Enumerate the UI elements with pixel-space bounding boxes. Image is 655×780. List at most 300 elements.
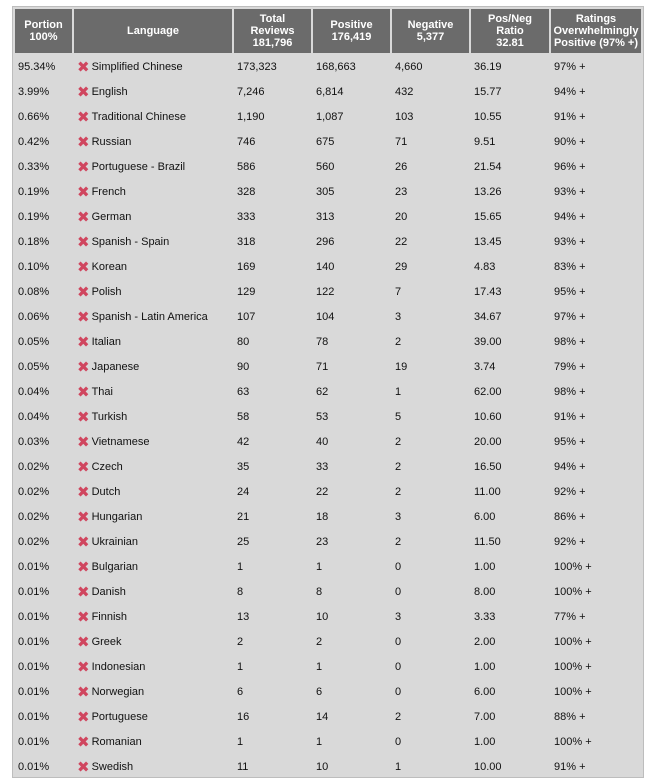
- header-text: Pos/Neg: [487, 13, 532, 25]
- negative-cell: 0: [395, 585, 402, 598]
- red-x-icon: ✖: [77, 258, 90, 276]
- portion-cell: 0.03%: [18, 435, 50, 448]
- portion-cell: 0.02%: [18, 460, 50, 473]
- language-cell: [74, 755, 232, 778]
- language-cell: [74, 455, 232, 478]
- table-row: [15, 330, 641, 353]
- red-x-icon: ✖: [77, 108, 90, 126]
- rating-cell: 91% +: [554, 410, 586, 423]
- total-reviews-cell: 169: [237, 260, 256, 273]
- rating-cell: 100% +: [554, 735, 592, 748]
- portion-cell: 0.01%: [18, 635, 50, 648]
- language-label: Norwegian: [91, 685, 145, 698]
- negative-header: [392, 9, 469, 53]
- table-row: [15, 680, 641, 703]
- pos-neg-ratio-cell: 4.83: [474, 260, 496, 273]
- negative-cell: 0: [395, 685, 402, 698]
- red-x-icon: ✖: [77, 333, 90, 351]
- language-label: German: [91, 210, 132, 223]
- total-reviews-cell: 333: [237, 210, 256, 223]
- header-text: 100%: [29, 31, 58, 43]
- positive-cell: 6,814: [316, 85, 344, 98]
- table-row: [15, 80, 641, 103]
- language-cell: [74, 705, 232, 728]
- red-x-icon: ✖: [77, 183, 90, 201]
- total-reviews-cell: 173,323: [237, 60, 277, 73]
- language-label: English: [91, 85, 128, 98]
- rating-cell: 91% +: [554, 760, 586, 773]
- portion-cell: 0.02%: [18, 485, 50, 498]
- pos-neg-ratio-cell: 11.50: [474, 535, 501, 548]
- positive-cell: 62: [316, 385, 329, 398]
- pos-neg-ratio-cell: 21.54: [474, 160, 502, 173]
- table-row: [15, 280, 641, 303]
- total-reviews-cell: 24: [237, 485, 250, 498]
- table-row: [15, 455, 641, 478]
- portion-cell: 0.04%: [18, 385, 50, 398]
- table-row: [15, 380, 641, 403]
- language-cell: [74, 480, 232, 503]
- pos-neg-ratio-cell: 8.00: [474, 585, 496, 598]
- pos-neg-ratio-cell: 1.00: [474, 560, 496, 573]
- positive-cell: 1: [316, 560, 323, 573]
- total-reviews-cell: 1: [237, 560, 244, 573]
- red-x-icon: ✖: [77, 483, 90, 501]
- pos-neg-ratio-cell: 62.00: [474, 385, 502, 398]
- negative-cell: 1: [395, 760, 402, 773]
- language-cell: [74, 555, 232, 578]
- positive-cell: 14: [316, 710, 329, 723]
- language-cell: [74, 430, 232, 453]
- total-reviews-cell: 13: [237, 610, 250, 623]
- language-label: Russian: [91, 135, 132, 148]
- pos-neg-ratio-header: [471, 9, 549, 53]
- language-label: Portuguese - Brazil: [91, 160, 186, 173]
- portion-cell: 0.05%: [18, 335, 50, 348]
- header-text: Overwhelmingly: [553, 25, 639, 37]
- portion-cell: 0.01%: [18, 735, 50, 748]
- rating-cell: 100% +: [554, 635, 592, 648]
- pos-neg-ratio-cell: 1.00: [474, 735, 496, 748]
- portion-cell: 0.01%: [18, 585, 50, 598]
- positive-cell: 1,087: [316, 110, 344, 123]
- pos-neg-ratio-cell: 10.00: [474, 760, 502, 773]
- language-cell: [74, 630, 232, 653]
- header-text: Negative: [407, 19, 454, 31]
- rating-cell: 100% +: [554, 660, 592, 673]
- header-text: Ratio: [496, 25, 524, 37]
- total-reviews-cell: 1: [237, 735, 244, 748]
- table-row: [15, 555, 641, 578]
- table-row: [15, 505, 641, 528]
- total-reviews-cell: 586: [237, 160, 256, 173]
- table-row: [15, 405, 641, 428]
- negative-cell: 3: [395, 610, 402, 623]
- pos-neg-ratio-cell: 13.26: [474, 185, 502, 198]
- pos-neg-ratio-cell: 17.43: [474, 285, 502, 298]
- table-row: [15, 105, 641, 128]
- total-reviews-cell: 25: [237, 535, 250, 548]
- table-row: [15, 580, 641, 603]
- positive-cell: 2: [316, 635, 323, 648]
- total-reviews-cell: 90: [237, 360, 250, 373]
- red-x-icon: ✖: [77, 433, 90, 451]
- red-x-icon: ✖: [77, 608, 90, 626]
- negative-cell: 29: [395, 260, 408, 273]
- positive-cell: 40: [316, 435, 329, 448]
- portion-cell: 0.01%: [18, 560, 50, 573]
- table-row: [15, 605, 641, 628]
- language-label: Simplified Chinese: [91, 60, 183, 73]
- pos-neg-ratio-cell: 2.00: [474, 635, 496, 648]
- language-label: Spanish - Latin America: [91, 310, 208, 323]
- negative-cell: 3: [395, 310, 402, 323]
- table-row: [15, 430, 641, 453]
- portion-cell: 0.06%: [18, 310, 50, 323]
- total-reviews-cell: 7,246: [237, 85, 265, 98]
- red-x-icon: ✖: [77, 358, 90, 376]
- portion-cell: 0.01%: [18, 710, 50, 723]
- red-x-icon: ✖: [77, 733, 90, 751]
- negative-cell: 3: [395, 510, 402, 523]
- rating-cell: 93% +: [554, 185, 586, 198]
- table-row: [15, 130, 641, 153]
- header-text: Portion: [24, 19, 63, 31]
- language-header: [74, 9, 232, 53]
- negative-cell: 103: [395, 110, 414, 123]
- language-label: Polish: [91, 285, 122, 298]
- pos-neg-ratio-cell: 10.60: [474, 410, 502, 423]
- negative-cell: 432: [395, 85, 414, 98]
- pos-neg-ratio-cell: 6.00: [474, 685, 496, 698]
- pos-neg-ratio-cell: 20.00: [474, 435, 502, 448]
- portion-cell: 0.18%: [18, 235, 50, 248]
- language-cell: [74, 730, 232, 753]
- total-reviews-cell: 80: [237, 335, 250, 348]
- language-label: Hungarian: [91, 510, 143, 523]
- total-reviews-cell: 1: [237, 660, 244, 673]
- negative-cell: 5: [395, 410, 402, 423]
- portion-cell: 0.01%: [18, 760, 50, 773]
- total-reviews-cell: 746: [237, 135, 256, 148]
- positive-cell: 313: [316, 210, 335, 223]
- language-cell: [74, 55, 232, 78]
- language-cell: [74, 355, 232, 378]
- rating-cell: 94% +: [554, 85, 586, 98]
- red-x-icon: ✖: [77, 533, 90, 551]
- red-x-icon: ✖: [77, 158, 90, 176]
- negative-cell: 2: [395, 335, 402, 348]
- pos-neg-ratio-cell: 34.67: [474, 310, 502, 323]
- portion-cell: 0.02%: [18, 510, 50, 523]
- positive-cell: 18: [316, 510, 329, 523]
- positive-cell: 296: [316, 235, 335, 248]
- header-text: 32.81: [496, 37, 524, 49]
- header-text: Reviews: [250, 25, 295, 37]
- rating-cell: 92% +: [554, 485, 586, 498]
- language-label: Finnish: [91, 610, 128, 623]
- portion-cell: 0.05%: [18, 360, 50, 373]
- table-header: [15, 9, 641, 53]
- language-cell: [74, 505, 232, 528]
- pos-neg-ratio-cell: 10.55: [474, 110, 502, 123]
- table-row: [15, 755, 641, 778]
- rating-cell: 100% +: [554, 685, 592, 698]
- portion-cell: 0.19%: [18, 210, 50, 223]
- rating-cell: 96% +: [554, 160, 586, 173]
- total-reviews-cell: 2: [237, 635, 244, 648]
- negative-cell: 2: [395, 460, 402, 473]
- language-cell: [74, 330, 232, 353]
- red-x-icon: ✖: [77, 383, 90, 401]
- language-label: Italian: [91, 335, 121, 348]
- negative-cell: 23: [395, 185, 408, 198]
- positive-cell: 1: [316, 735, 323, 748]
- language-label: Danish: [91, 585, 126, 598]
- portion-cell: 0.01%: [18, 610, 50, 623]
- rating-cell: 95% +: [554, 285, 586, 298]
- language-cell: [74, 305, 232, 328]
- negative-cell: 2: [395, 710, 402, 723]
- portion-cell: 3.99%: [18, 85, 50, 98]
- red-x-icon: ✖: [77, 308, 90, 326]
- negative-cell: 0: [395, 660, 402, 673]
- language-cell: [74, 680, 232, 703]
- red-x-icon: ✖: [77, 233, 90, 251]
- language-cell: [74, 80, 232, 103]
- red-x-icon: ✖: [77, 758, 90, 776]
- pos-neg-ratio-cell: 3.74: [474, 360, 496, 373]
- positive-cell: 675: [316, 135, 335, 148]
- positive-cell: 122: [316, 285, 335, 298]
- language-label: Ukrainian: [91, 535, 139, 548]
- language-cell: [74, 405, 232, 428]
- pos-neg-ratio-cell: 36.19: [474, 60, 502, 73]
- total-reviews-cell: 1,190: [237, 110, 265, 123]
- language-label: Korean: [91, 260, 128, 273]
- positive-cell: 104: [316, 310, 335, 323]
- language-cell: [74, 230, 232, 253]
- language-label: Japanese: [91, 360, 140, 373]
- negative-cell: 20: [395, 210, 408, 223]
- language-label: Thai: [91, 385, 113, 398]
- language-label: Swedish: [91, 760, 134, 773]
- total-reviews-cell: 328: [237, 185, 256, 198]
- positive-cell: 10: [316, 610, 329, 623]
- rating-cell: 91% +: [554, 110, 586, 123]
- rating-cell: 94% +: [554, 460, 586, 473]
- language-label: Indonesian: [91, 660, 146, 673]
- portion-cell: 0.33%: [18, 160, 50, 173]
- language-cell: [74, 180, 232, 203]
- rating-cell: 88% +: [554, 710, 586, 723]
- pos-neg-ratio-cell: 7.00: [474, 710, 496, 723]
- pos-neg-ratio-cell: 6.00: [474, 510, 496, 523]
- rating-cell: 86% +: [554, 510, 586, 523]
- positive-cell: 560: [316, 160, 335, 173]
- total-reviews-cell: 8: [237, 585, 244, 598]
- table-row: [15, 305, 641, 328]
- rating-cell: 97% +: [554, 60, 586, 73]
- positive-cell: 22: [316, 485, 329, 498]
- negative-cell: 71: [395, 135, 408, 148]
- negative-cell: 7: [395, 285, 402, 298]
- language-cell: [74, 155, 232, 178]
- portion-cell: 95.34%: [18, 60, 56, 73]
- table-row: [15, 530, 641, 553]
- language-label: Turkish: [91, 410, 128, 423]
- language-cell: [74, 205, 232, 228]
- table-row: [15, 180, 641, 203]
- positive-cell: 23: [316, 535, 329, 548]
- header-text: 176,419: [331, 31, 372, 43]
- portion-cell: 0.01%: [18, 660, 50, 673]
- table-row: [15, 255, 641, 278]
- portion-header: [15, 9, 72, 53]
- red-x-icon: ✖: [77, 458, 90, 476]
- negative-cell: 0: [395, 635, 402, 648]
- rating-cell: 77% +: [554, 610, 586, 623]
- red-x-icon: ✖: [77, 58, 90, 76]
- rating-cell: 94% +: [554, 210, 586, 223]
- pos-neg-ratio-cell: 16.50: [474, 460, 502, 473]
- red-x-icon: ✖: [77, 558, 90, 576]
- portion-cell: 0.01%: [18, 685, 50, 698]
- rating-cell: 97% +: [554, 310, 586, 323]
- red-x-icon: ✖: [77, 408, 90, 426]
- negative-cell: 2: [395, 435, 402, 448]
- portion-cell: 0.08%: [18, 285, 50, 298]
- table-row: [15, 230, 641, 253]
- ratings-header: [551, 9, 641, 53]
- rating-cell: 98% +: [554, 385, 586, 398]
- rating-cell: 92% +: [554, 535, 586, 548]
- negative-cell: 0: [395, 735, 402, 748]
- table-row: [15, 55, 641, 78]
- red-x-icon: ✖: [77, 133, 90, 151]
- red-x-icon: ✖: [77, 283, 90, 301]
- positive-cell: 33: [316, 460, 329, 473]
- red-x-icon: ✖: [77, 508, 90, 526]
- table-row: [15, 730, 641, 753]
- pos-neg-ratio-cell: 11.00: [474, 485, 501, 498]
- language-label: French: [91, 185, 126, 198]
- rating-cell: 100% +: [554, 560, 592, 573]
- pos-neg-ratio-cell: 15.77: [474, 85, 502, 98]
- positive-cell: 8: [316, 585, 323, 598]
- portion-cell: 0.02%: [18, 535, 50, 548]
- positive-cell: 168,663: [316, 60, 356, 73]
- rating-cell: 93% +: [554, 235, 586, 248]
- total-reviews-cell: 42: [237, 435, 250, 448]
- header-text: Positive: [330, 19, 373, 31]
- pos-neg-ratio-cell: 1.00: [474, 660, 496, 673]
- negative-cell: 1: [395, 385, 402, 398]
- language-cell: [74, 130, 232, 153]
- red-x-icon: ✖: [77, 208, 90, 226]
- positive-cell: 1: [316, 660, 323, 673]
- language-label: Traditional Chinese: [91, 110, 186, 123]
- total-reviews-cell: 21: [237, 510, 250, 523]
- rating-cell: 79% +: [554, 360, 586, 373]
- total-reviews-cell: 16: [237, 710, 250, 723]
- header-text: Positive (97% +): [553, 37, 639, 49]
- red-x-icon: ✖: [77, 708, 90, 726]
- total-reviews-header: [234, 9, 311, 53]
- negative-cell: 4,660: [395, 60, 423, 73]
- pos-neg-ratio-cell: 13.45: [474, 235, 502, 248]
- language-review-table: [13, 7, 643, 780]
- portion-cell: 0.04%: [18, 410, 50, 423]
- total-reviews-cell: 11: [237, 760, 249, 773]
- language-review-table-panel: [12, 6, 644, 778]
- language-label: Bulgarian: [91, 560, 139, 573]
- negative-cell: 26: [395, 160, 408, 173]
- header-text: Total: [259, 13, 286, 25]
- positive-cell: 305: [316, 185, 335, 198]
- language-cell: [74, 105, 232, 128]
- language-cell: [74, 655, 232, 678]
- total-reviews-cell: 107: [237, 310, 256, 323]
- portion-cell: 0.66%: [18, 110, 50, 123]
- total-reviews-cell: 63: [237, 385, 250, 398]
- language-label: Romanian: [91, 735, 142, 748]
- table-row: [15, 480, 641, 503]
- positive-cell: 71: [316, 360, 329, 373]
- red-x-icon: ✖: [77, 683, 90, 701]
- total-reviews-cell: 6: [237, 685, 244, 698]
- total-reviews-cell: 129: [237, 285, 256, 298]
- header-row: [15, 9, 641, 53]
- rating-cell: 100% +: [554, 585, 592, 598]
- language-label: Dutch: [91, 485, 121, 498]
- pos-neg-ratio-cell: 15.65: [474, 210, 502, 223]
- language-cell: [74, 380, 232, 403]
- table-row: [15, 155, 641, 178]
- portion-cell: 0.19%: [18, 185, 50, 198]
- language-label: Vietnamese: [91, 435, 150, 448]
- header-text: Language: [127, 25, 179, 37]
- language-label: Spanish - Spain: [91, 235, 170, 248]
- negative-cell: 19: [395, 360, 408, 373]
- table-row: [15, 630, 641, 653]
- red-x-icon: ✖: [77, 83, 90, 101]
- red-x-icon: ✖: [77, 658, 90, 676]
- header-text: 5,377: [416, 31, 445, 43]
- positive-cell: 6: [316, 685, 323, 698]
- table-row: [15, 705, 641, 728]
- red-x-icon: ✖: [77, 633, 90, 651]
- table-row: [15, 655, 641, 678]
- language-label: Greek: [91, 635, 122, 648]
- header-text: Ratings: [575, 13, 617, 25]
- table-body: [15, 55, 641, 778]
- language-cell: [74, 580, 232, 603]
- language-cell: [74, 605, 232, 628]
- positive-cell: 78: [316, 335, 329, 348]
- pos-neg-ratio-cell: 9.51: [474, 135, 496, 148]
- language-cell: [74, 280, 232, 303]
- language-label: Portuguese: [91, 710, 148, 723]
- rating-cell: 90% +: [554, 135, 586, 148]
- positive-cell: 140: [316, 260, 335, 273]
- positive-header: [313, 9, 390, 53]
- rating-cell: 98% +: [554, 335, 586, 348]
- positive-cell: 10: [316, 760, 329, 773]
- positive-cell: 53: [316, 410, 329, 423]
- negative-cell: 2: [395, 485, 402, 498]
- red-x-icon: ✖: [77, 583, 90, 601]
